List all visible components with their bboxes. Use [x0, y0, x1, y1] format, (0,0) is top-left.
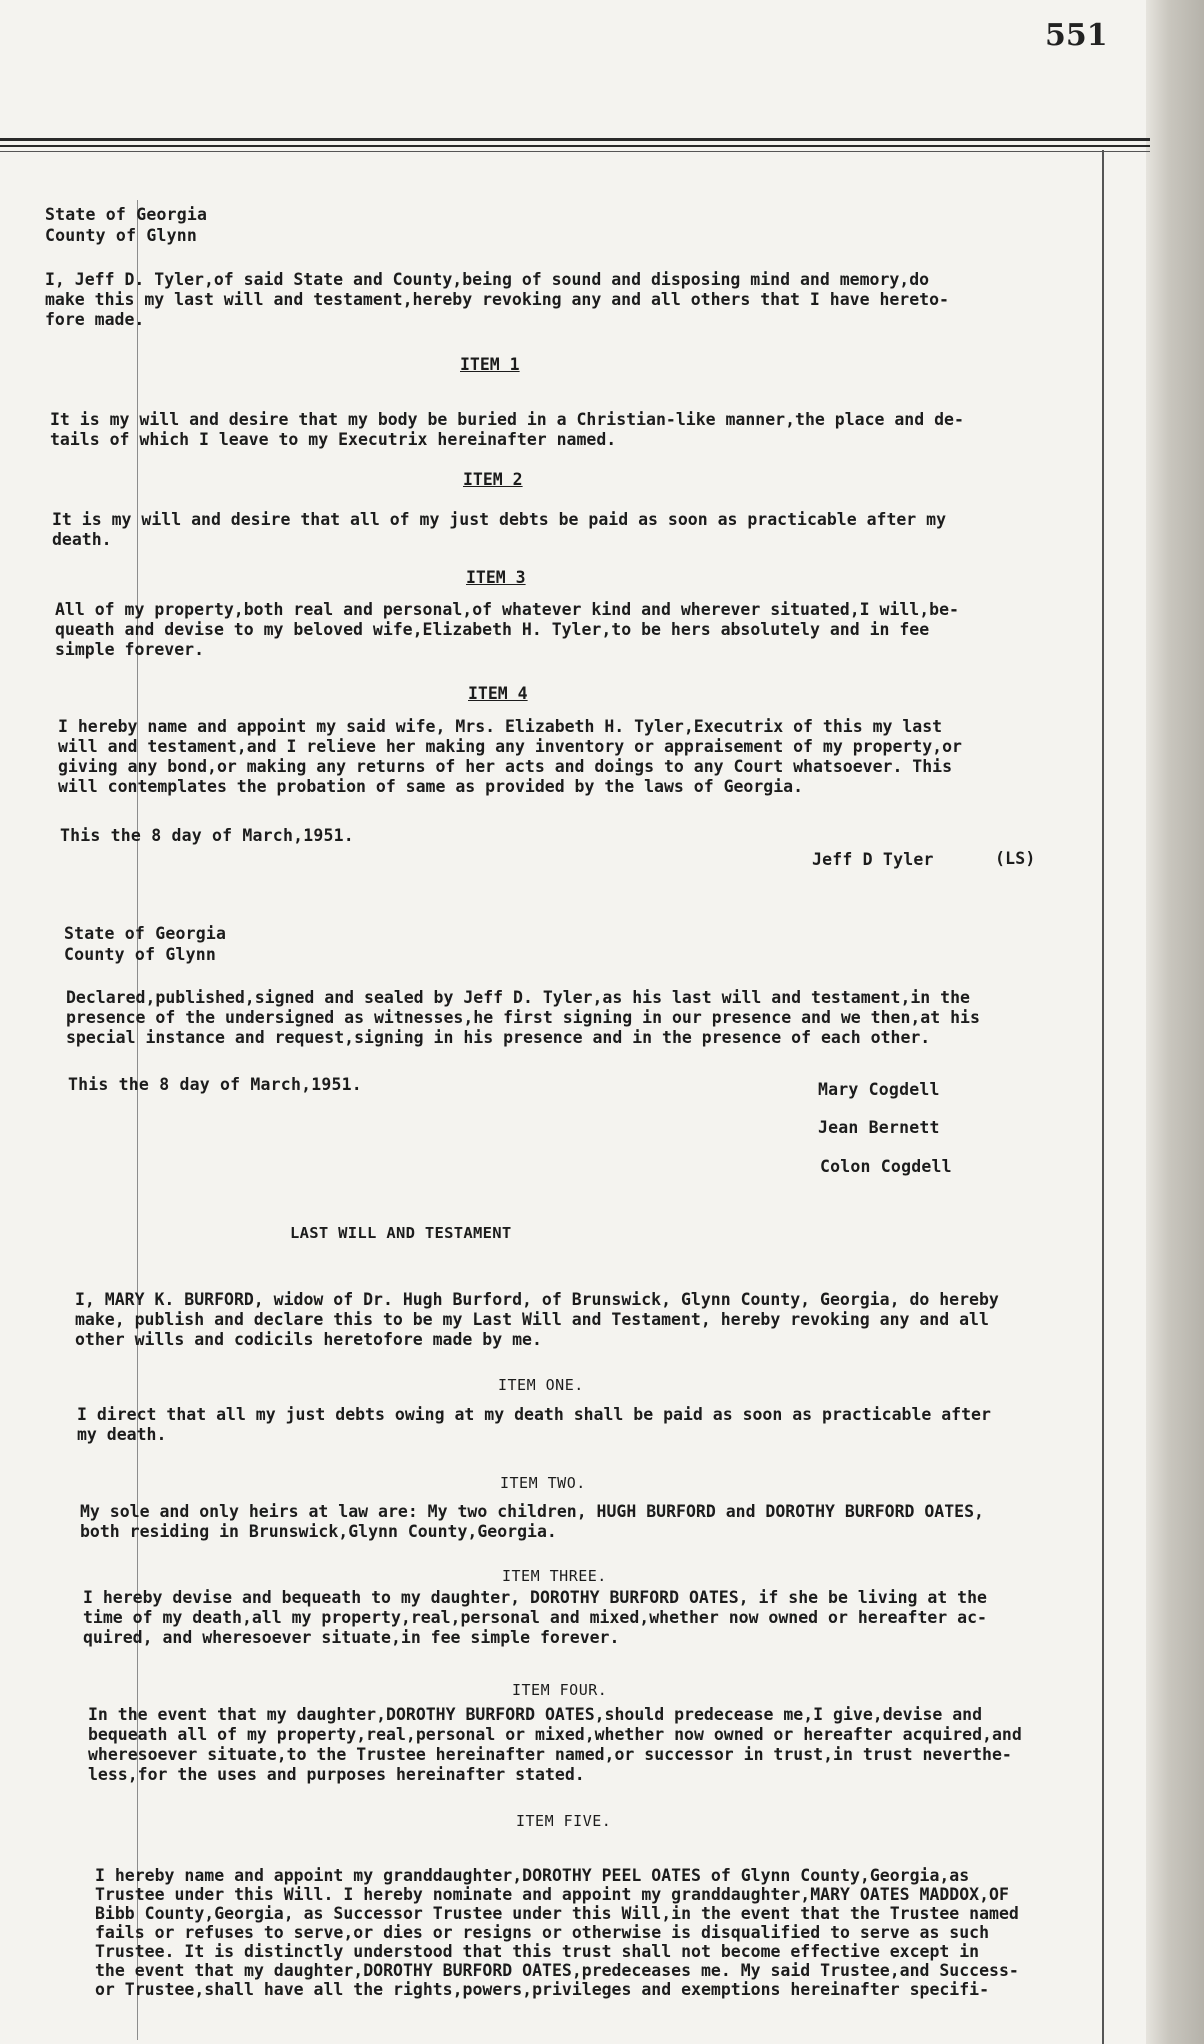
will1-intro — [45, 270, 949, 330]
text-line: bequeath all of my property,real,personal or mixed,whether now owned or hereafter acquired,and — [88, 1725, 1022, 1744]
item-4-heading: ITEM 4 — [468, 684, 528, 703]
item-three-text — [83, 1588, 987, 1648]
item-3-heading: ITEM 3 — [466, 568, 526, 587]
text-line: fails or refuses to serve,or dies or resigns or otherwise is disqualified to serve as such — [95, 1923, 990, 1942]
item-three-heading: ITEM THREE. — [502, 1567, 607, 1585]
text-line: other wills and codicils heretofore made by me. — [75, 1330, 542, 1349]
text-line: or Trustee,shall have all the rights,powers,privileges and exemptions hereinafter specifi- — [95, 1980, 990, 1999]
item-one-heading: ITEM ONE. — [498, 1376, 584, 1394]
text-line: make, publish and declare this to be my Last Will and Testament, hereby revoking any and all — [75, 1310, 989, 1329]
text-line: wheresoever situate,to the Trustee hereinafter named,or successor in trust,in trust neverthe- — [88, 1745, 1012, 1764]
will2-intro — [75, 1290, 999, 1350]
text-line: presence of the undersigned as witnesses,he first signing in our presence and we then,at his — [66, 1008, 980, 1027]
text-line: It is my will and desire that all of my just debts be paid as soon as practicable after my — [52, 510, 947, 529]
text-line: giving any bond,or making any returns of her acts and doings to any Court whatsoever. This — [58, 757, 953, 776]
page-edge-shadow — [1146, 0, 1204, 2044]
header-rule — [0, 138, 1150, 141]
page-number: 551 — [1045, 18, 1108, 53]
text-line: All of my property,both real and personal,of whatever kind and wherever situated,I will,be- — [55, 600, 959, 619]
text-line: In the event that my daughter,DOROTHY BURFORD OATES,should predecease me,I give,devise and — [88, 1705, 983, 1724]
item-3-text — [55, 600, 959, 660]
text-line: both residing in Brunswick,Glynn County,Georgia. — [80, 1522, 557, 1541]
item-two-heading: ITEM TWO. — [500, 1474, 586, 1492]
item-four-text — [88, 1705, 1022, 1785]
item-1-text — [50, 410, 964, 450]
text-line: I hereby devise and bequeath to my daughter, DOROTHY BURFORD OATES, if she be living at the — [83, 1588, 987, 1607]
item-2-text — [52, 510, 946, 550]
header-rule — [0, 151, 1150, 152]
witness-3: Colon Cogdell — [820, 1157, 952, 1176]
text-line: I hereby name and appoint my said wife, Mrs. Elizabeth H. Tyler,Executrix of this my last — [58, 717, 943, 736]
item-five-text — [95, 1866, 1019, 1999]
text-line: quired, and wheresoever situate,in fee simple forever. — [83, 1628, 620, 1647]
witness-1: Mary Cogdell — [818, 1080, 940, 1099]
text-line: special instance and request,signing in his presence and in the presence of each other. — [66, 1028, 931, 1047]
item-4-text — [58, 717, 962, 797]
text-line: I direct that all my just debts owing at my death shall be paid as soon as practicable after — [77, 1405, 991, 1424]
item-one-text — [77, 1405, 991, 1445]
text-line: I, Jeff D. Tyler,of said State and County,being of sound and disposing mind and memory,do — [45, 270, 930, 289]
text-line: I hereby name and appoint my granddaughter,DOROTHY PEEL OATES of Glynn County,Georgia,as — [95, 1866, 970, 1885]
text-line: time of my death,all my property,real,personal and mixed,whether now owned or hereafter ac- — [83, 1608, 987, 1627]
witness-2: Jean Bernett — [818, 1118, 940, 1137]
header-rule — [0, 145, 1150, 147]
item-two-text — [80, 1502, 984, 1542]
seal-mark: (LS) — [995, 849, 1036, 868]
will2-title: LAST WILL AND TESTAMENT — [290, 1224, 512, 1242]
text-line: will and testament,and I relieve her making any inventory or appraisement of my property,or — [58, 737, 962, 756]
text-line: Trustee. It is distinctly understood that this trust shall not become effective except in — [95, 1942, 980, 1961]
text-line: Trustee under this Will. I hereby nominate and appoint my granddaughter,MARY OATES MADDOX,OF — [95, 1885, 1009, 1904]
text-line: fore made. — [45, 310, 145, 329]
item-1-heading: ITEM 1 — [460, 355, 520, 374]
item-four-heading: ITEM FOUR. — [512, 1681, 608, 1699]
will1-date: This the 8 day of March,1951. — [60, 826, 354, 845]
text-line: My sole and only heirs at law are: My two children, HUGH BURFORD and DOROTHY BURFORD OATES, — [80, 1502, 984, 1521]
text-line: queath and devise to my beloved wife,Elizabeth H. Tyler,to be hers absolutely and in fee — [55, 620, 930, 639]
text-line: It is my will and desire that my body be buried in a Christian-like manner,the place and de- — [50, 410, 964, 429]
text-line: my death. — [77, 1425, 167, 1444]
attestation-text — [66, 988, 980, 1048]
text-line: tails of which I leave to my Executrix hereinafter named. — [50, 430, 617, 449]
right-border-line — [1102, 150, 1104, 2044]
text-line: death. — [52, 530, 112, 549]
testator-signature: Jeff D Tyler — [812, 850, 934, 869]
will1-county: County of Glynn — [45, 226, 198, 245]
attestation-state: State of Georgia — [64, 924, 227, 943]
text-line: will contemplates the probation of same as provided by the laws of Georgia. — [58, 777, 804, 796]
item-2-heading: ITEM 2 — [463, 470, 523, 489]
will1-state: State of Georgia — [45, 205, 208, 224]
text-line: Bibb County,Georgia, as Successor Trustee under this Will,in the event that the Trustee named — [95, 1904, 1019, 1923]
attestation-county: County of Glynn — [64, 945, 217, 964]
item-five-heading: ITEM FIVE. — [516, 1812, 612, 1830]
attestation-date: This the 8 day of March,1951. — [68, 1075, 362, 1094]
text-line: less,for the uses and purposes hereinafter stated. — [88, 1765, 585, 1784]
text-line: Declared,published,signed and sealed by Jeff D. Tyler,as his last will and testament,in the — [66, 988, 970, 1007]
text-line: the event that my daughter,DOROTHY BURFORD OATES,predeceases me. My said Trustee,and Success- — [95, 1961, 1019, 1980]
text-line: I, MARY K. BURFORD, widow of Dr. Hugh Burford, of Brunswick, Glynn County, Georgia, do hereby — [75, 1290, 999, 1309]
text-line: simple forever. — [55, 640, 205, 659]
text-line: make this my last will and testament,hereby revoking any and all others that I have hereto- — [45, 290, 949, 309]
